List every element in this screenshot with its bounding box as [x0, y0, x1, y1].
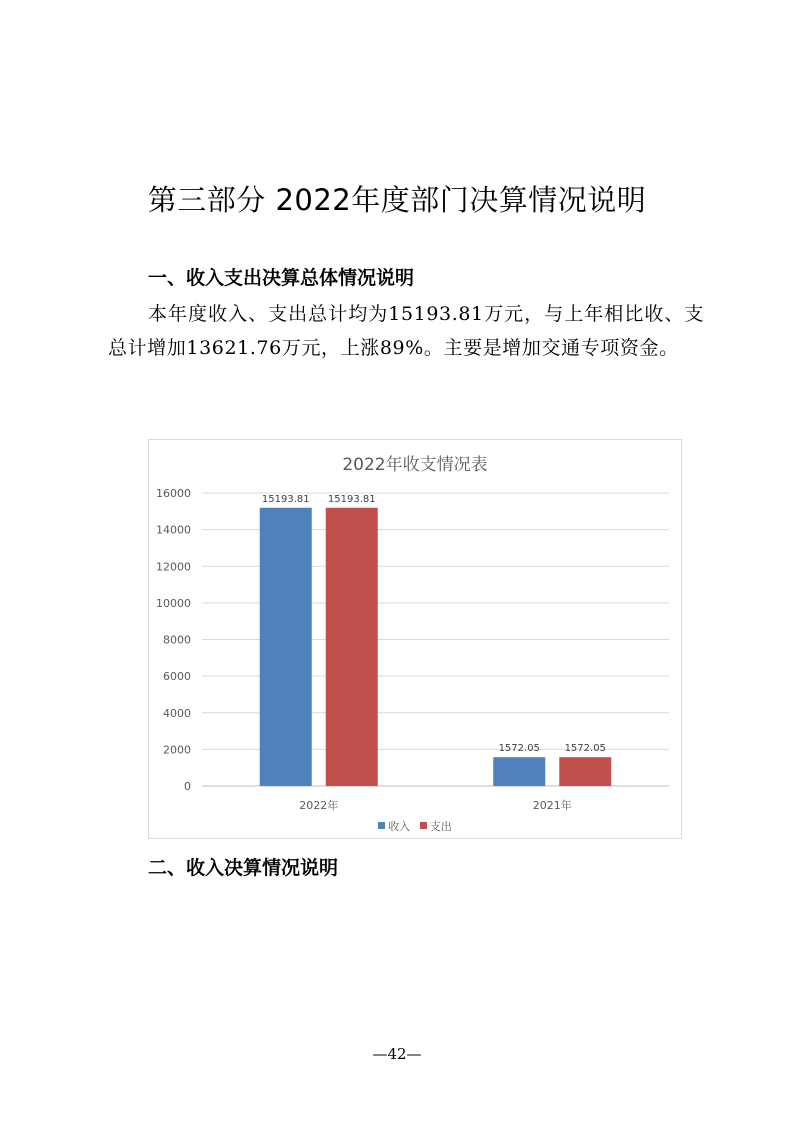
y-tick-label: 0 [184, 780, 191, 793]
y-tick-label: 16000 [156, 487, 191, 500]
chart-title: 2022年收支情况表 [342, 455, 488, 475]
data-label: 1572.05 [564, 743, 606, 755]
data-label: 1572.05 [498, 743, 540, 755]
legend-label-income: 收入 [388, 820, 411, 833]
section-heading-1: 一、收入支出决算总体情况说明 [148, 267, 415, 289]
legend-entry-income [378, 820, 410, 833]
legend-label-expense: 支出 [429, 820, 452, 833]
x-tick-label: 2021年 [532, 799, 572, 812]
chart-legend [149, 818, 681, 834]
legend-swatch-expense [420, 822, 427, 829]
y-tick-label: 8000 [163, 633, 191, 647]
legend-swatch-income [378, 822, 385, 829]
y-tick-label: 4000 [163, 706, 191, 720]
data-label: 15193.81 [327, 493, 376, 505]
section-heading-2: 二、收入决算情况说明 [148, 857, 339, 879]
section-1-paragraph: 本年度收入、支出总计均为15193.81万元，与上年相比收、支总计增加13621.76万元，上涨89%。主要是增加交通专项资金。 [108, 303, 704, 359]
bar-chart [148, 439, 682, 839]
y-tick-label: 14000 [156, 523, 191, 537]
y-tick-label: 2000 [163, 743, 191, 757]
bar-expense [559, 757, 611, 786]
y-tick-label: 10000 [156, 596, 191, 610]
bar-income [493, 757, 545, 786]
page-title: 第三部分 2022年度部门决算情况说明 [147, 183, 647, 217]
bar-expense [326, 508, 378, 786]
chart-plot [149, 440, 681, 838]
legend-entry-expense [420, 820, 452, 833]
data-label: 15193.81 [261, 493, 310, 505]
page-number: —42— [372, 1045, 422, 1063]
bar-income [260, 508, 312, 786]
x-tick-label: 2022年 [299, 799, 339, 812]
y-tick-label: 6000 [163, 670, 191, 684]
y-tick-label: 12000 [156, 560, 191, 574]
